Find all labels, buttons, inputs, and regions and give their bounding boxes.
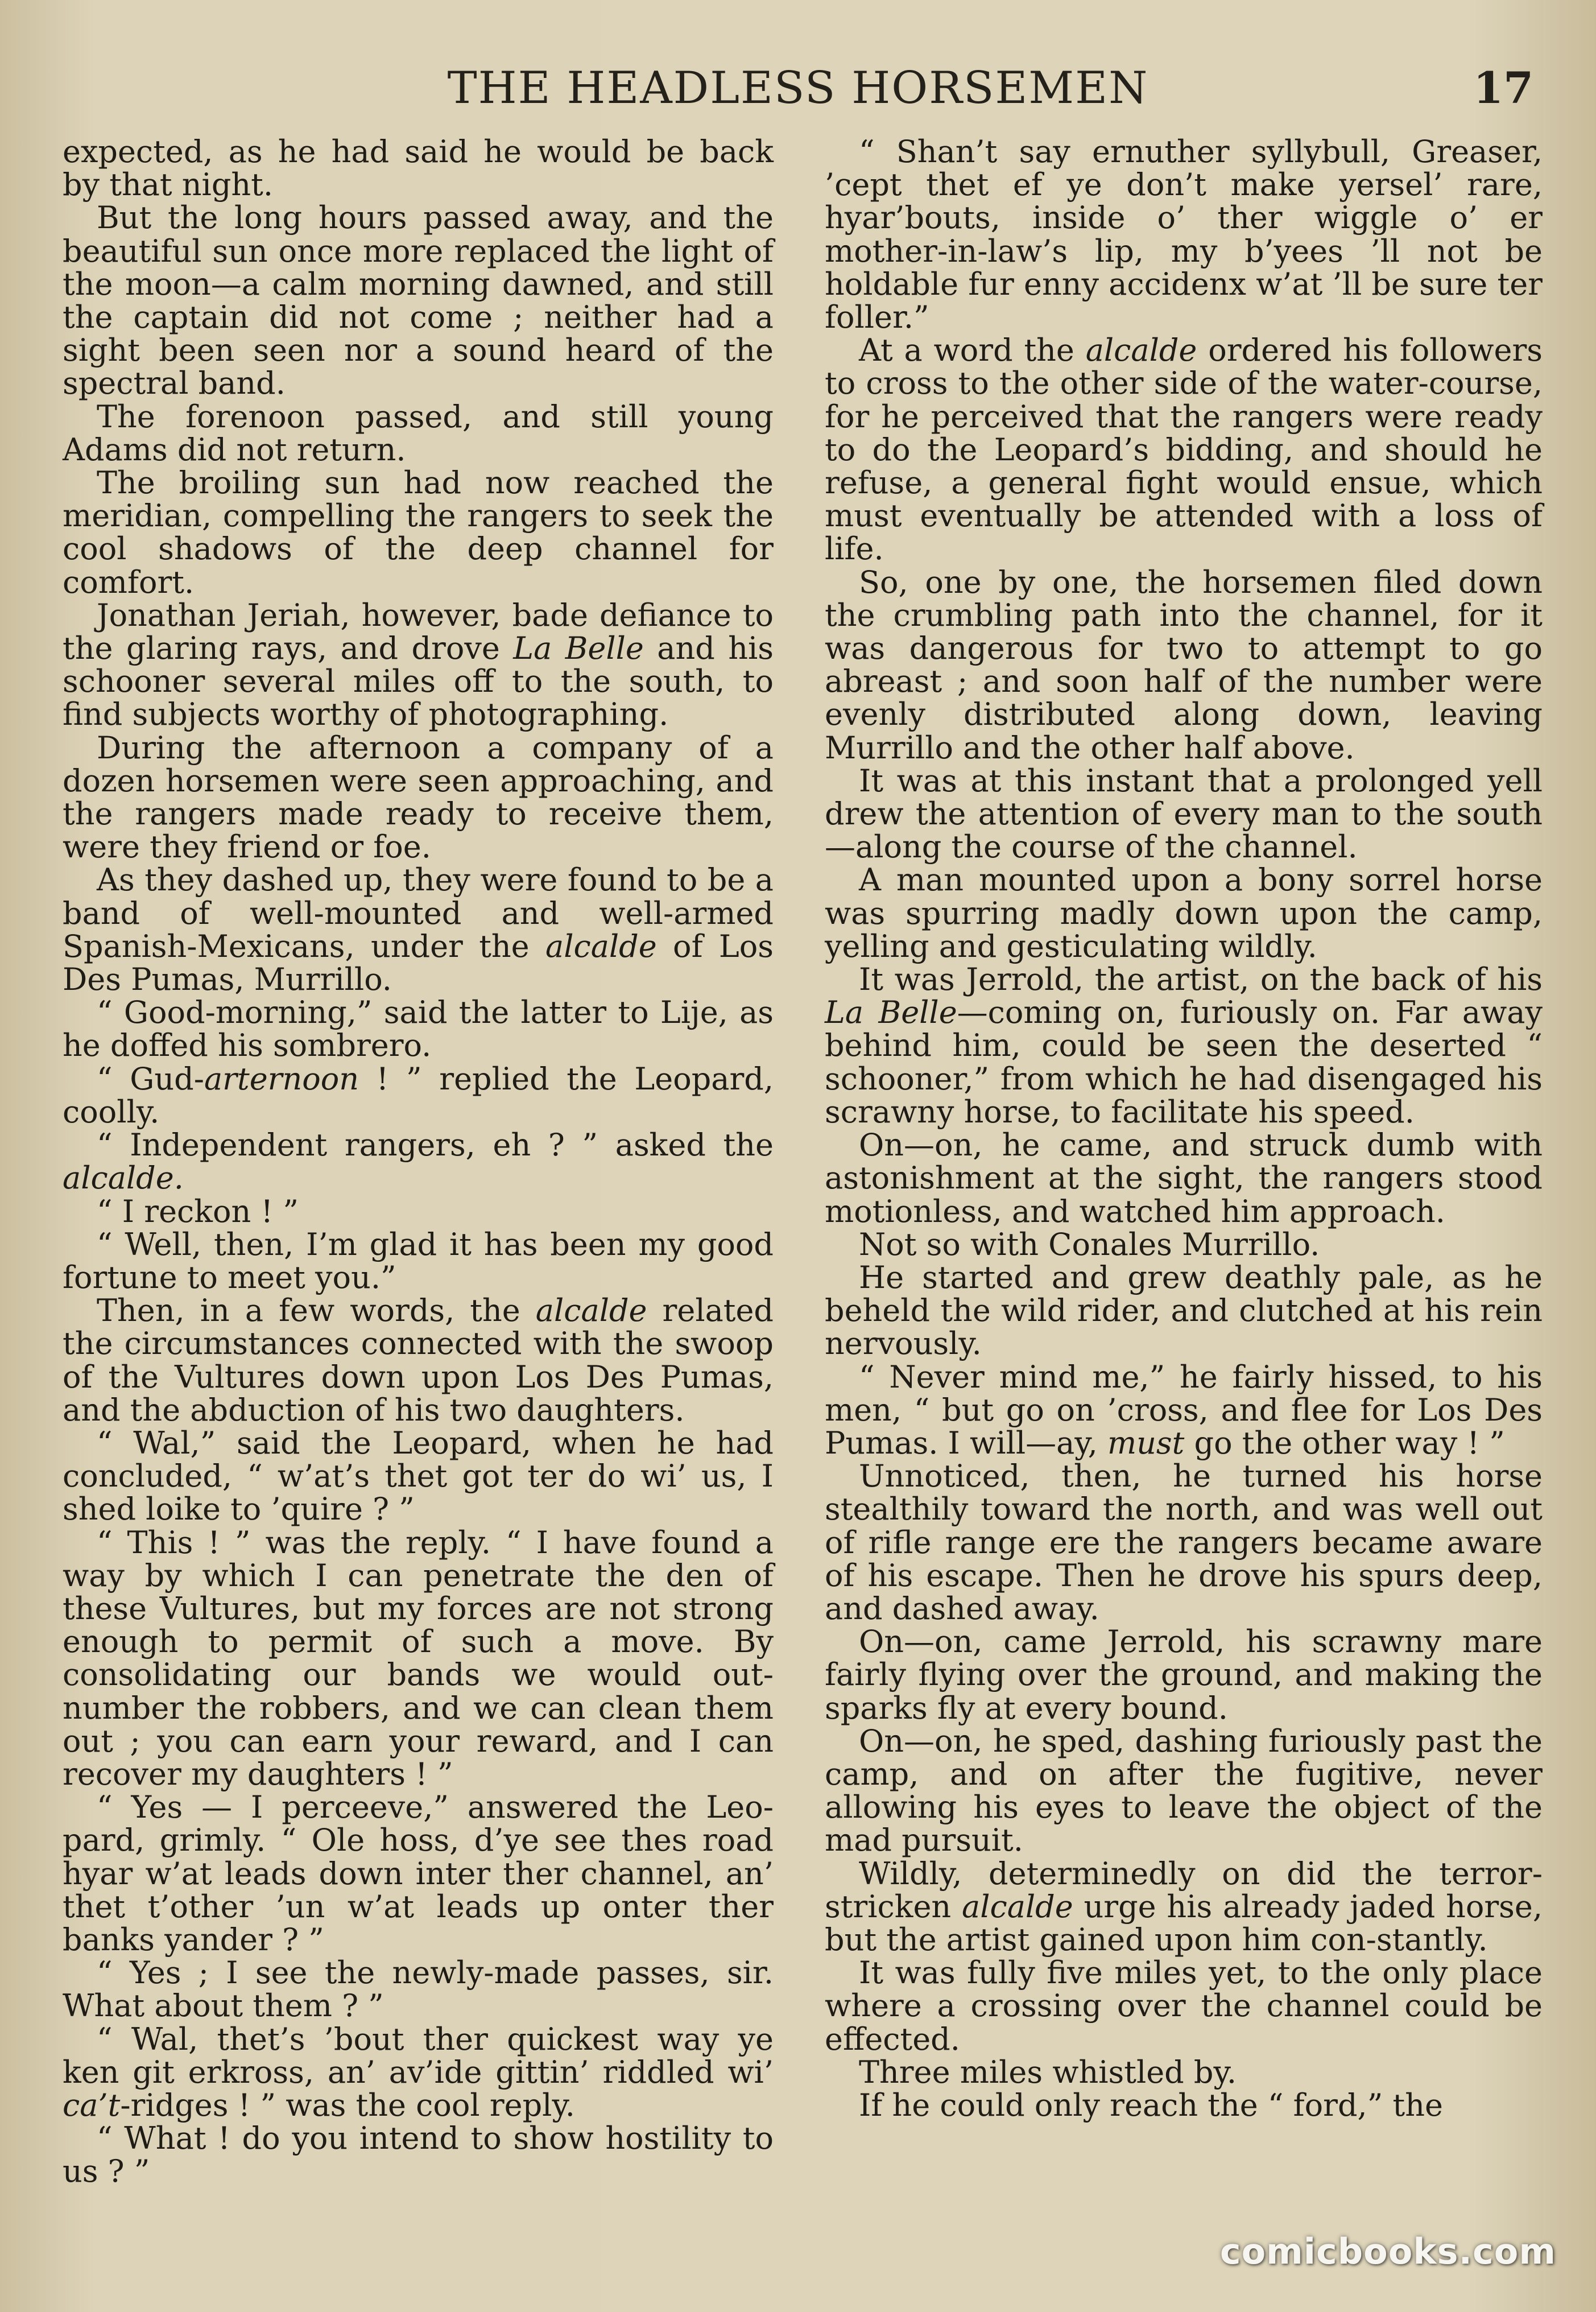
paragraph: Then, in a few words, the alcalde related the circumstances connected with the swoop of the Vultures down upon Los Des Pumas, and the abduction of his two daughters. [63, 1293, 774, 1428]
page-title: THE HEADLESS HORSEMEN [447, 63, 1149, 114]
running-header [63, 63, 1533, 125]
paragraph: It was at this instant that a prolonged yell drew the attention of every man to the south—along the course of the channel. [825, 762, 1543, 865]
paragraph: Jonathan Jeriah, however, bade defiance to the glaring rays, and drove La Belle and his schooner several miles off to the south, to find subjects worthy of photographing. [63, 597, 774, 733]
watermark: comicbooks.com [1219, 2231, 1556, 2272]
paragraph: If he could only reach the “ ford,” the [859, 2087, 1443, 2123]
paragraph: “ Good-morning,” said the latter to Lije, as he doffed his sombrero. [63, 994, 774, 1064]
paragraph: “ Yes — I perceeve,” answered the Leo-pard, grimly. “ Ole hoss, d’ye see thes road hyar w’at leads down inter ther channel, an’ thet t’other ’un w’at leads up onter ther banks yander ? ” [63, 1789, 774, 1958]
paragraph: “ Never mind me,” he fairly hissed, to his men, “ but go on ’cross, and flee for Los Des Pumas. I will—ay, must go the other way ! ” [825, 1359, 1543, 1461]
paragraph: The broiling sun had now reached the meridian, compelling the rangers to seek the cool shadows of the deep channel for comfort. [63, 465, 774, 600]
paragraph: Unnoticed, then, he turned his horse stealthily toward the north, and was well out of rifle range ere the rangers became aware of his escape. Then he drove his spurs deep, and dashed away. [825, 1458, 1543, 1626]
paragraph: “ I reckon ! ” [97, 1193, 299, 1229]
paragraph: On—on, he came, and struck dumb with astonishment at the sight, the rangers stood motionless, and watched him approach. [825, 1127, 1543, 1229]
paragraph: “ Yes ; I see the newly-made passes, sir. What about them ? ” [63, 1955, 774, 2024]
paragraph: “ This ! ” was the reply. “ I have found a way by which I can penetrate the den of these Vultures, but my forces are not strong enough to permit of such a move. By consolidating our bands we would out-number the robbers, and we can clean them out ; you can earn your reward, and I can recover my daughters ! ” [63, 1524, 774, 1792]
paragraph: “ Wal,” said the Leopard, when he had concluded, “ w’at’s thet got ter do wi’ us, I shed loike to ’quire ? ” [63, 1425, 774, 1527]
left-text-column [63, 135, 774, 2189]
paragraph: Wildly, determinedly on did the terror-stricken alcalde urge his already jaded horse, but the artist gained upon him con-stantly. [825, 1855, 1543, 1958]
paragraph: expected, as he had said he would be back by that night. [63, 134, 774, 203]
paragraph: Three miles whistled by. [859, 2054, 1237, 2090]
paragraph: “ What ! do you intend to show hostility to us ? ” [63, 2120, 774, 2190]
paragraph: “ Well, then, I’m glad it has been my good fortune to meet you.” [63, 1226, 774, 1295]
paragraph: It was fully five miles yet, to the only place where a crossing over the channel could be effected. [825, 1955, 1543, 2057]
paragraph: A man mounted upon a bony sorrel horse was spurring madly down upon the camp, yelling and gesticulating wildly. [825, 862, 1543, 964]
paragraph: He started and grew deathly pale, as he beheld the wild rider, and clutched at his rein nervously. [825, 1259, 1543, 1362]
paragraph: Not so with Conales Murrillo. [859, 1226, 1320, 1262]
paragraph: It was Jerrold, the artist, on the back of his La Belle—coming on, furiously on. Far away behind him, could be seen the deserted “ schooner,” from which he had disengaged his scrawny horse, to facilitate his speed. [825, 961, 1543, 1130]
paragraph: The forenoon passed, and still young Adams did not return. [63, 398, 774, 468]
paragraph: “ Shan’t say ernuther syllybull, Greaser, ’cept thet ef ye don’t make yersel’ rare, hyar’bouts, inside o’ ther wiggle o’ er mother-in-law’s lip, my b’yees ’ll not be holdable fur enny accidenx w’at ’ll be sure ter foller.” [825, 134, 1543, 336]
paragraph: “ Wal, thet’s ’bout ther quickest way ye ken git erkross, an’ av’ide gittin’ riddled wi’ ca’t-ridges ! ” was the cool reply. [63, 2021, 774, 2123]
paragraph: “ Independent rangers, eh ? ” asked the alcalde. [63, 1127, 774, 1196]
paragraph: At a word the alcalde ordered his followers to cross to the other side of the water-course, for he perceived that the rangers were ready to do the Leopard’s bidding, and should he refuse, a general fight would ensue, which must eventually be attended with a loss of life. [825, 332, 1543, 567]
right-text-column [825, 135, 1543, 2122]
paragraph: As they dashed up, they were found to be a band of well-mounted and well-armed Spanish-Mexicans, under the alcalde of Los Des Pumas, Murrillo. [63, 862, 774, 998]
paragraph: On—on, came Jerrold, his scrawny mare fairly flying over the ground, and making the sparks fly at every bound. [825, 1624, 1543, 1726]
paragraph: So, one by one, the horsemen filed down the crumbling path into the channel, for it was dangerous for two to attempt to go abreast ; and soon half of the number were evenly distributed along down, leaving Murrillo and the other half above. [825, 564, 1543, 766]
paragraph: On—on, he sped, dashing furiously past the camp, and on after the fugitive, never allowing his eyes to leave the object of the mad pursuit. [825, 1723, 1543, 1859]
paragraph: During the afternoon a company of a dozen horsemen were seen approaching, and the rangers made ready to receive them, were they friend or foe. [63, 729, 774, 865]
paragraph: But the long hours passed away, and the beautiful sun once more replaced the light of the moon—a calm morning dawned, and still the captain did not come ; neither had a sight been seen nor a sound heard of the spectral band. [63, 200, 774, 402]
page-number: 17 [1473, 63, 1533, 113]
paragraph: “ Gud-arternoon ! ” replied the Leopard, coolly. [63, 1060, 774, 1130]
